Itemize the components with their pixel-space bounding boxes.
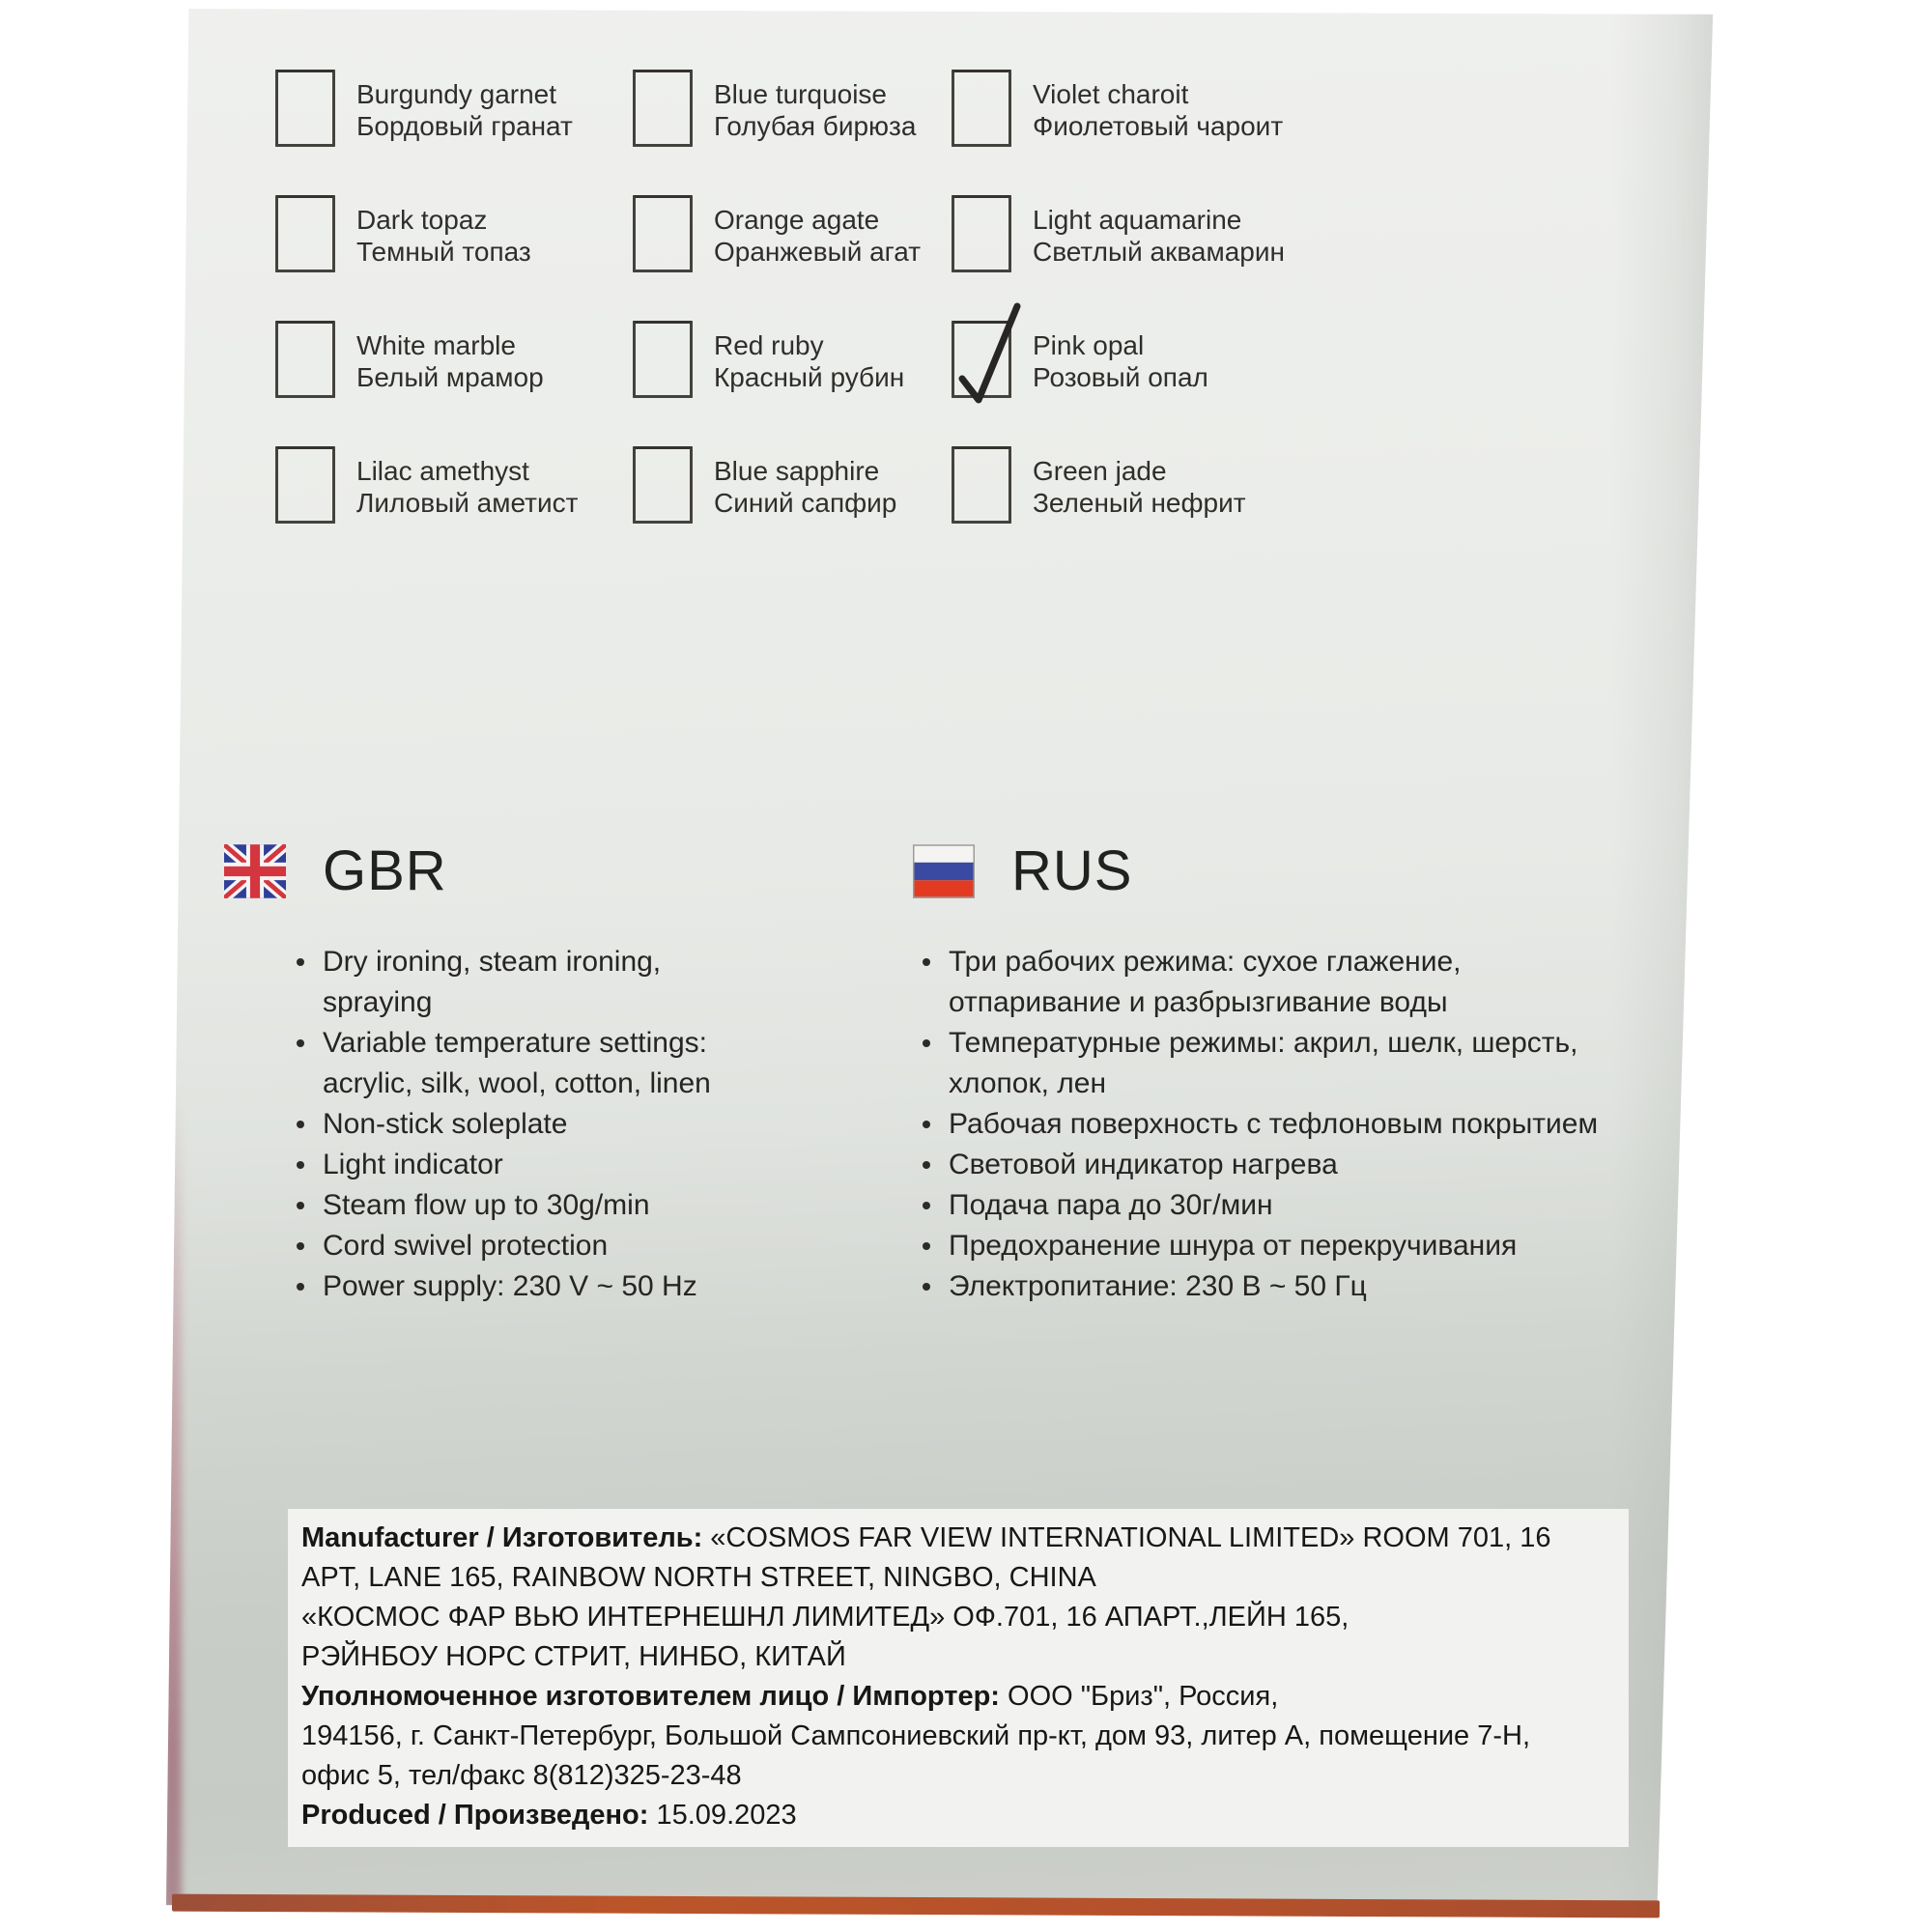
label-en: Lilac amethyst <box>356 456 529 486</box>
checkbox <box>275 446 335 524</box>
feature-item: Подача пара до 30г/мин <box>916 1185 1602 1226</box>
feature-item: Три рабочих режима: сухое глажение, отпаривание и разбрызгивание воды <box>916 942 1602 1023</box>
checkbox <box>633 321 693 398</box>
color-option-label <box>356 321 544 393</box>
checkbox <box>275 321 335 398</box>
section-header-rus <box>913 839 1133 902</box>
label-ru: Зеленый нефрит <box>1033 488 1246 518</box>
label-en: Blue sapphire <box>714 456 880 486</box>
color-option-label <box>714 70 916 142</box>
feature-item: Предохранение шнура от перекручивания <box>916 1226 1602 1266</box>
manufacturer-label: Manufacturer / Изготовитель: <box>301 1522 703 1553</box>
color-option-pink-opal <box>952 321 1285 446</box>
manufacturer-text: APT, LANE 165, RAINBOW NORTH STREET, NINGBO, CHINA <box>301 1562 1096 1593</box>
color-option-label <box>714 195 921 268</box>
checkmark-icon <box>952 298 1020 405</box>
checkbox <box>952 446 1011 524</box>
manufacturer-info-panel <box>288 1509 1629 1847</box>
feature-item: Dry ironing, steam ironing, spraying <box>290 942 763 1023</box>
feature-item: Non-stick soleplate <box>290 1104 763 1145</box>
importer-text: ООО "Бриз", Россия, <box>999 1681 1279 1712</box>
produced-date: 15.09.2023 <box>648 1800 797 1831</box>
color-option-blue-sapphire <box>633 446 952 572</box>
label-ru: Красный рубин <box>714 362 905 392</box>
color-option-red-ruby <box>633 321 952 446</box>
color-option-violet-charoit <box>952 70 1285 195</box>
feature-item: Variable temperature settings: acrylic, silk, wool, cotton, linen <box>290 1023 763 1104</box>
manufacturer-text: «COSMOS FAR VIEW INTERNATIONAL LIMITED» ROOM 701, 16 <box>702 1522 1551 1553</box>
manufacturer-line <box>301 1558 1615 1598</box>
color-option-dark-topaz <box>275 195 633 321</box>
label-en: Green jade <box>1033 456 1167 486</box>
color-option-lilac-amethyst <box>275 446 633 572</box>
manufacturer-text: РЭЙНБОУ НОРС СТРИТ, НИНБО, КИТАЙ <box>301 1641 846 1672</box>
color-option-orange-agate <box>633 195 952 321</box>
label-ru: Светлый аквамарин <box>1033 237 1285 267</box>
uk-flag-icon <box>224 844 286 898</box>
label-ru: Темный топаз <box>356 237 531 267</box>
importer-text: 194156, г. Санкт-Петербург, Большой Сампсониевский пр-кт, дом 93, литер А, помещение 7-Н, <box>301 1720 1531 1751</box>
color-option-label <box>1033 446 1246 519</box>
label-en: Red ruby <box>714 330 824 360</box>
color-option-label <box>356 195 531 268</box>
feature-item: Температурные режимы: акрил, шелк, шерсть, хлопок, лен <box>916 1023 1602 1104</box>
language-code: RUS <box>1011 839 1133 902</box>
feature-item: Light indicator <box>290 1145 763 1185</box>
label-en: Violet charoit <box>1033 79 1189 109</box>
label-en: Blue turquoise <box>714 79 888 109</box>
russia-flag-icon <box>913 844 975 898</box>
importer-line <box>301 1677 1615 1717</box>
feature-item: Рабочая поверхность с тефлоновым покрытием <box>916 1104 1602 1145</box>
color-option-label <box>1033 195 1285 268</box>
label-en: Dark topaz <box>356 205 488 235</box>
checkbox <box>952 195 1011 272</box>
importer-line <box>301 1717 1615 1756</box>
label-ru: Голубая бирюза <box>714 111 917 141</box>
color-option-green-jade <box>952 446 1285 572</box>
checkbox <box>275 195 335 272</box>
color-option-blue-turquoise <box>633 70 952 195</box>
manufacturer-line <box>301 1519 1615 1558</box>
checkbox <box>952 70 1011 147</box>
color-option-label <box>356 70 573 142</box>
color-option-label <box>1033 70 1283 142</box>
color-option-label <box>356 446 578 519</box>
color-option-label <box>714 321 904 393</box>
label-ru: Белый мрамор <box>356 362 544 392</box>
color-option-burgundy-garnet <box>275 70 633 195</box>
feature-item: Power supply: 230 V ~ 50 Hz <box>290 1266 763 1307</box>
feature-item: Световой индикатор нагрева <box>916 1145 1602 1185</box>
color-option-label <box>714 446 896 519</box>
feature-item: Steam flow up to 30g/min <box>290 1185 763 1226</box>
importer-text: офис 5, тел/факс 8(812)325-23-48 <box>301 1760 742 1791</box>
importer-line <box>301 1756 1615 1796</box>
color-options-grid <box>275 70 1285 572</box>
importer-label: Уполномоченное изготовителем лицо / Импортер: <box>301 1681 1000 1712</box>
label-en: White marble <box>356 330 516 360</box>
checkbox <box>633 446 693 524</box>
label-ru: Синий сапфир <box>714 488 897 518</box>
checkbox <box>633 195 693 272</box>
feature-list-gbr <box>290 942 763 1307</box>
produced-label: Produced / Произведено: <box>301 1800 649 1831</box>
label-ru: Фиолетовый чароит <box>1033 111 1284 141</box>
feature-item: Cord swivel protection <box>290 1226 763 1266</box>
label-ru: Оранжевый агат <box>714 237 922 267</box>
checkbox-checked <box>952 321 1011 398</box>
section-header-gbr <box>224 839 447 902</box>
color-option-white-marble <box>275 321 633 446</box>
label-en: Pink opal <box>1033 330 1145 360</box>
label-en: Light aquamarine <box>1033 205 1242 235</box>
manufacturer-line <box>301 1598 1615 1637</box>
checkbox <box>633 70 693 147</box>
language-code: GBR <box>323 839 447 902</box>
label-ru: Лиловый аметист <box>356 488 579 518</box>
label-en: Burgundy garnet <box>356 79 557 109</box>
feature-item: Электропитание: 230 В ~ 50 Гц <box>916 1266 1602 1307</box>
label-en: Orange agate <box>714 205 880 235</box>
manufacturer-text: «КОСМОС ФАР ВЬЮ ИНТЕРНЕШНЛ ЛИМИТЕД» ОФ.701, 16 АПАРТ.,ЛЕЙН 165, <box>301 1602 1350 1633</box>
color-option-label <box>1033 321 1208 393</box>
manufacturer-line <box>301 1637 1615 1677</box>
label-ru: Розовый опал <box>1033 362 1208 392</box>
package-print-content <box>162 6 1718 1917</box>
checkbox <box>275 70 335 147</box>
produced-date-line <box>301 1796 1615 1835</box>
label-ru: Бордовый гранат <box>356 111 573 141</box>
feature-list-rus <box>916 942 1602 1307</box>
